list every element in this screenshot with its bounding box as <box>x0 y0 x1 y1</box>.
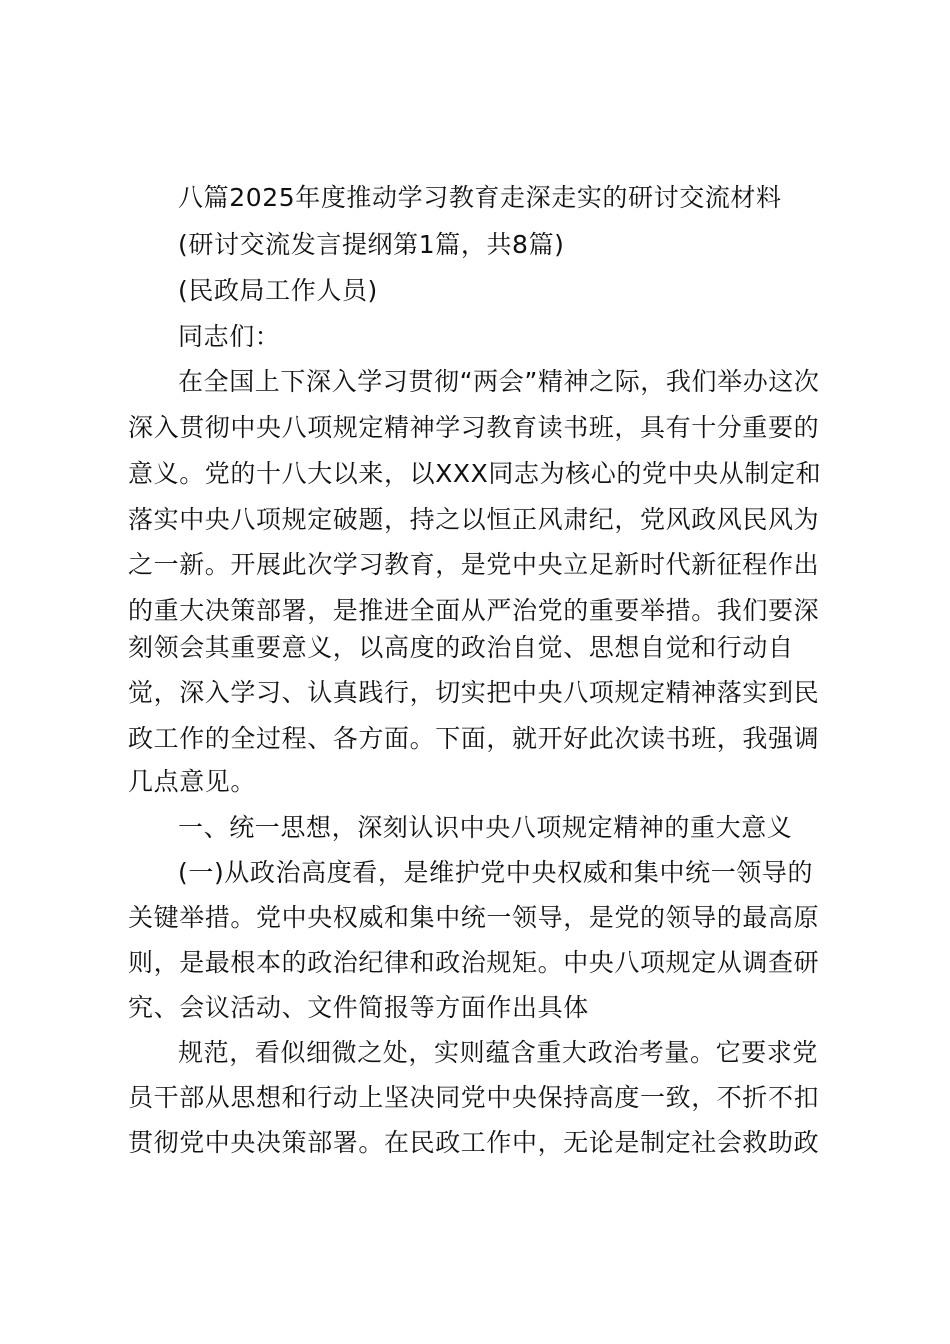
paragraph-line: (一)从政治高度看，是维护党中央权威和集中统一领导的 <box>178 858 814 887</box>
author-line: (民政局工作人员) <box>178 276 378 305</box>
document-subtitle: (研讨交流发言提纲第1篇，共8篇) <box>178 230 565 259</box>
paragraph-line: 意义。党的十八大以来，以XXX同志为核心的党中央从制定和 <box>128 459 822 488</box>
section-heading: 一、统一思想，深刻认识中央八项规定精神的重大意义 <box>178 813 793 842</box>
paragraph-line: 落实中央八项规定破题，持之以恒正风肃纪，党风政风民风为 <box>128 505 820 534</box>
paragraph-line: 贯彻党中央决策部署。在民政工作中，无论是制定社会救助政 <box>128 1128 820 1157</box>
paragraph-line: 在全国上下深入学习贯彻“两会”精神之际，我们举办这次 <box>178 367 820 396</box>
paragraph-line: 究、会议活动、文件简报等方面作出具体 <box>128 993 589 1022</box>
paragraph-line: 深入贯彻中央八项规定精神学习教育读书班，具有十分重要的 <box>128 413 820 442</box>
paragraph-line: 规范，看似细微之处，实则蕴含重大政治考量。它要求党 <box>178 1038 819 1067</box>
paragraph-line: 政工作的全过程、各方面。下面，就开好此次读书班，我强调 <box>128 724 820 753</box>
paragraph-line: 关键举措。党中央权威和集中统一领导，是党的领导的最高原 <box>128 903 820 932</box>
paragraph-line: 则，是最根本的政治纪律和政治规矩。中央八项规定从调查研 <box>128 948 820 977</box>
salutation: 同志们： <box>178 322 281 351</box>
paragraph-line: 的重大决策部署，是推进全面从严治党的重要举措。我们要深 <box>128 596 820 625</box>
document-title: 八篇2025年度推动学习教育走深走实的研讨交流材料 <box>178 183 782 212</box>
paragraph-line: 员干部从思想和行动上坚决同党中央保持高度一致，不折不扣 <box>128 1083 820 1112</box>
paragraph-line: 觉，深入学习、认真践行，切实把中央八项规定精神落实到民 <box>128 678 820 707</box>
paragraph-line: 之一新。开展此次学习教育，是党中央立足新时代新征程作出 <box>128 550 820 579</box>
paragraph-line: 刻领会其重要意义，以高度的政治自觉、思想自觉和行动自 <box>128 633 794 662</box>
paragraph-line: 几点意见。 <box>128 767 257 796</box>
